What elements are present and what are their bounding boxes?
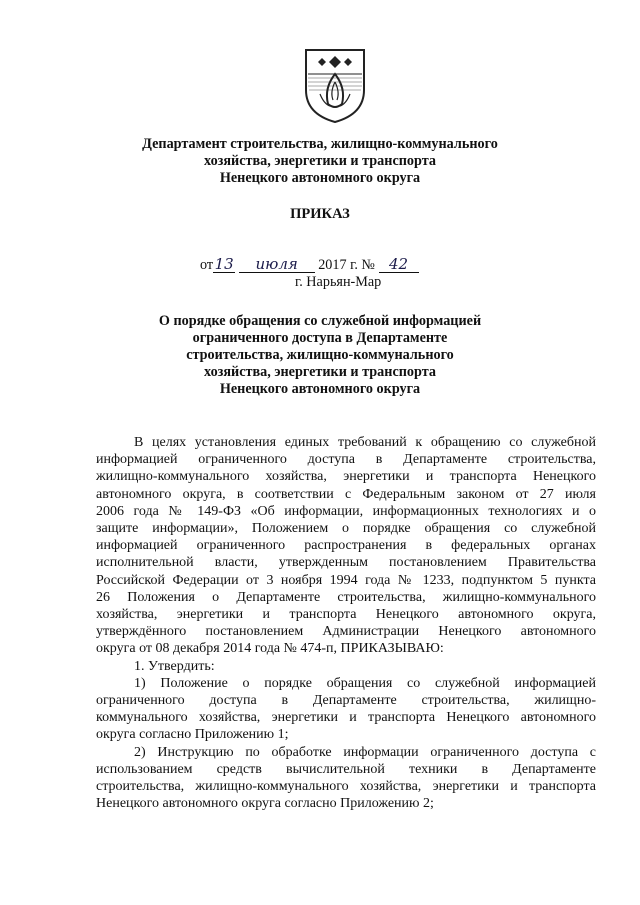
body-line: 2) Инструкцию по обработке информации ограниченного доступа с (134, 744, 596, 760)
coat-of-arms-emblem (300, 44, 370, 124)
body-line: ограниченного доступа в Департаменте строительства, жилищно- (96, 693, 596, 709)
body-line: информацией ограниченного распространения в федеральных органах (96, 538, 596, 554)
body-line: жилищно-коммунального хозяйства, энергетики и транспорта Ненецкого (96, 469, 596, 485)
body-line: Ненецкого автономного округа согласно Приложению 2; (96, 796, 434, 812)
handwritten-number: 42 (379, 257, 419, 273)
org-line: Ненецкого автономного округа (219, 170, 421, 186)
item-1: 1. Утвердить: (134, 658, 215, 674)
place-of-issue: г. Нарьян-Мар (295, 274, 382, 290)
body-line: округа от 08 декабря 2014 года № 474-п, ПРИКАЗЫВАЮ: (96, 641, 444, 657)
title-line: Ненецкого автономного округа (219, 381, 421, 397)
item-1-2 (96, 744, 596, 813)
body-line: 1) Положение о порядке обращения со служебной информацией (134, 675, 596, 691)
body-line: информацией ограниченного доступа в Департаменте строительства, (96, 452, 596, 468)
order-title (90, 313, 550, 398)
body-line: 2006 года № 149-ФЗ «Об информации, информационных технологиях и о (96, 503, 596, 519)
title-line: строительства, жилищно-коммунального (186, 347, 454, 363)
body-line: исполнительной власти, утвержденным постановлением Правительства (96, 555, 596, 571)
org-line: хозяйства, энергетики и транспорта (204, 153, 436, 169)
title-line: О порядке обращения со служебной информацией (158, 313, 482, 329)
handwritten-month: июля (239, 257, 315, 273)
title-line: хозяйства, энергетики и транспорта (204, 364, 436, 380)
body-line: утверждённого постановлением Администрации Ненецкого автономного (96, 624, 596, 640)
handwritten-day: 13 (214, 255, 234, 273)
item-1-1 (96, 675, 596, 744)
org-line: Департамент строительства, жилищно-коммунального (142, 136, 498, 152)
document-type: ПРИКАЗ (290, 206, 350, 222)
date-prefix: от (200, 257, 214, 273)
title-line: ограниченного доступа в Департаменте (192, 330, 448, 346)
preamble-paragraph (96, 434, 596, 658)
body-line: использованием средств вычислительной техники в Департаменте (96, 761, 596, 777)
order-body (96, 434, 596, 812)
body-line: защите информации», Положением о порядке обращения со служебной (96, 521, 596, 537)
body-line: округа согласно Приложению 1; (96, 727, 289, 743)
body-line: хозяйства, энергетики и транспорта Ненецкого автономного округа, (96, 607, 596, 623)
body-line: 26 Положения о Департаменте строительства, жилищно-коммунального (96, 589, 596, 605)
year-and-number-label: 2017 г. № (318, 257, 375, 273)
date-number-line (200, 257, 500, 274)
organization-name (90, 136, 550, 187)
body-line: Российской Федерации от 3 ноября 1994 года № 1233, подпунктом 5 пункта (96, 572, 596, 588)
body-line: коммунального хозяйства, энергетики и транспорта Ненецкого автономного (96, 710, 596, 726)
body-line: В целях установления единых требований к обращению со служебной (134, 435, 596, 450)
body-line: строительства, жилищно-коммунального хозяйства, энергетики и транспорта (96, 779, 596, 795)
body-line: автономного округа, в соответствии с Федеральным законом от 27 июля (96, 486, 596, 502)
